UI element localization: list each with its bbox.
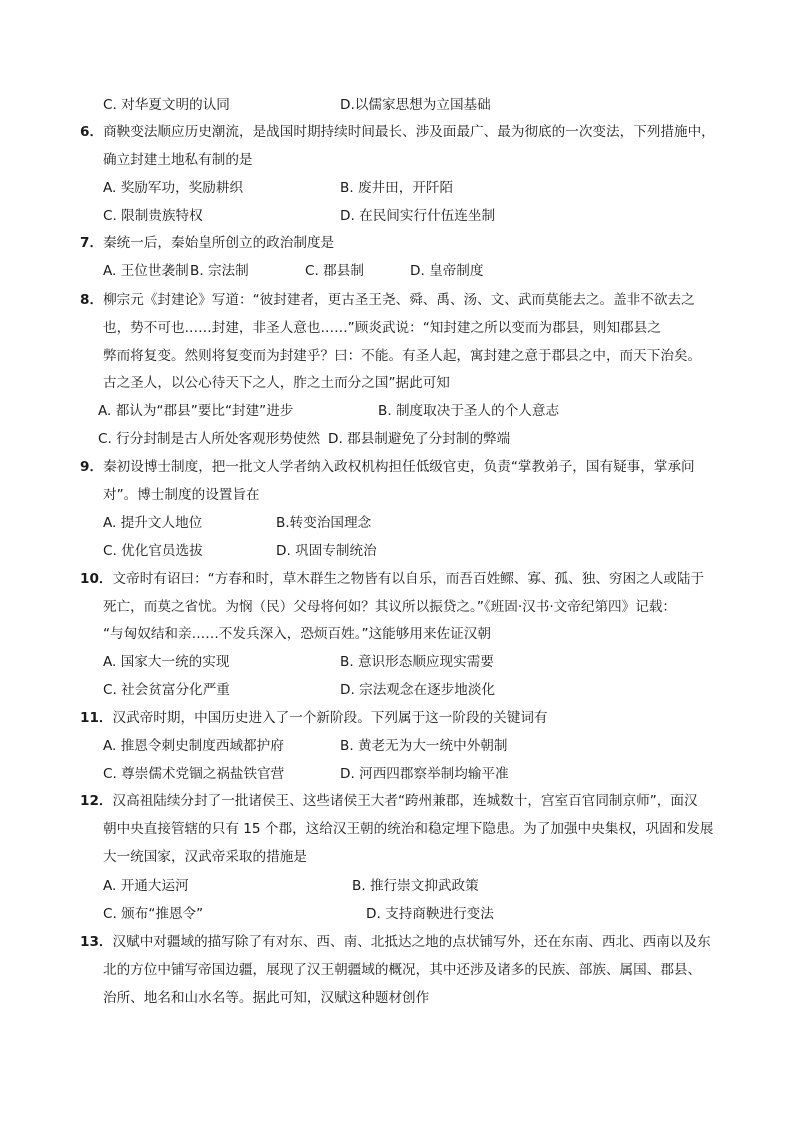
q7-stem-line-1: 7．秦统一后，秦始皇所创立的政治制度是 xyxy=(80,235,335,251)
q10-option-c: C. 社会贫富分化严重 xyxy=(103,682,230,698)
q12-option-a: A. 开通大运河 xyxy=(103,878,189,894)
q5-option-d: D.以儒家思想为立国基础 xyxy=(340,97,491,113)
q6-number: 6． xyxy=(80,124,104,140)
q13-stem-line-3: 治所、地名和山水名等。据此可知，汉赋这种题材创作 xyxy=(103,990,430,1006)
q10-option-a: A. 国家大一统的实现 xyxy=(103,654,230,670)
q8-option-d: D. 郡县制避免了分封制的弊端 xyxy=(328,431,511,447)
q6-option-a: A. 奖励军功，奖励耕织 xyxy=(103,180,244,196)
q11-option-b: B. 黄老无为大一统中外朝制 xyxy=(340,738,508,754)
q6-option-d: D. 在民间实行什伍连坐制 xyxy=(340,208,496,224)
q10-stem-line-1: 10．文帝时有诏曰：“方春和时，草木群生之物皆有以自乐，而吾百姓鳏、寡、孤、独、穷困之人或陆于 xyxy=(80,571,705,587)
q12-stem-line-1: 12．汉高祖陆续分封了一批诸侯王、这些诸侯王大者“跨州兼郡，连城数十，宫室百官同制京师”，面汉 xyxy=(80,793,698,809)
q6-option-b: B. 废井田，开阡陌 xyxy=(340,180,454,196)
q11-option-a: A. 推恩令刺史制度西域都护府 xyxy=(103,738,284,754)
q13-stem-line-1: 13．汉赋中对疆域的描写除了有对东、西、南、北抵达之地的点状铺写外，还在东南、西北、西南以及东 xyxy=(80,934,711,950)
q11-stem-line-1: 11．汉武帝时期，中国历史进入了一个新阶段。下列属于这一阶段的关键词有 xyxy=(80,710,548,726)
q5-option-c: C. 对华夏文明的认同 xyxy=(103,97,230,113)
q12-option-d: D. 支持商鞅进行变法 xyxy=(366,906,494,922)
q6-stem-line-2: 确立封建土地私有制的是 xyxy=(103,152,253,168)
q9-option-d: D. 巩固专制统治 xyxy=(276,543,377,559)
q9-option-c: C. 优化官员选拔 xyxy=(103,543,203,559)
q11-number: 11． xyxy=(80,710,113,726)
q10-option-d: D. 宗法观念在逐步地淡化 xyxy=(340,682,496,698)
q6-option-c: C. 限制贵族特权 xyxy=(103,208,203,224)
q8-stem-line-2: 也，势不可也……封建，非圣人意也……”顾炎武说：“知封建之所以变而为郡县，则知郡县之 xyxy=(103,320,661,336)
q10-number: 10． xyxy=(80,571,113,587)
q11-option-c: C. 尊崇儒术党锢之祸盐铁官营 xyxy=(103,766,285,782)
q8-option-b: B. 制度取决于圣人的个人意志 xyxy=(378,403,560,419)
q8-option-a: A. 都认为“郡县”要比“封建”进步 xyxy=(98,403,294,419)
q8-stem-line-4: 古之圣人，以公心待天下之人，胙之土而分之国”据此可知 xyxy=(103,375,450,391)
q7-option-c: C. 郡县制 xyxy=(305,263,364,279)
q9-number: 9． xyxy=(80,459,104,475)
q8-number: 8． xyxy=(80,292,104,308)
q8-option-c: C. 行分封制是古人所处客观形势使然 xyxy=(98,431,321,447)
q9-stem-line-2: 对”。博士制度的设置旨在 xyxy=(103,487,260,503)
q7-option-d: D. 皇帝制度 xyxy=(410,263,484,279)
q6-stem-line-1: 6．商鞅变法顺应历史潮流，是战国时期持续时间最长、涉及面最广、最为彻底的一次变法，下列措施中， xyxy=(80,124,715,140)
q9-stem-line-1: 9．秦初设博士制度，把一批文人学者纳入政权机构担任低级官吏，负责“掌教弟子，国有疑事，掌承问 xyxy=(80,459,695,475)
q7-option-a: A. 王位世袭制 xyxy=(103,263,189,279)
q10-option-b: B. 意识形态顺应现实需要 xyxy=(340,654,494,670)
q10-stem-line-3: “与匈奴结和亲……不发兵深入，恐烦百姓。”这能够用来佐证汉朝 xyxy=(103,626,491,642)
q8-stem-line-3: 弊而将复变。然则将复变而为封建乎？曰：不能。有圣人起，寓封建之意于郡县之中，而天下治矣。 xyxy=(103,348,702,364)
q7-number: 7． xyxy=(80,235,104,251)
q13-number: 13． xyxy=(80,934,113,950)
q7-option-b: B. 宗法制 xyxy=(190,263,249,279)
q12-stem-line-2: 朝中央直接管辖的只有 15 个郡，这给汉王朝的统治和稳定埋下隐患。为了加强中央集权，巩固和发展 xyxy=(103,821,714,837)
q10-stem-line-2: 死亡，而莫之省忧。为悯（民）父母将何如？其议所以振贷之。”《班固·汉书·文帝纪第四》记载： xyxy=(103,599,677,615)
q11-option-d: D. 河西四郡察举制均输平准 xyxy=(340,766,509,782)
q12-option-b: B. 推行崇文抑武政策 xyxy=(352,878,479,894)
q9-option-b: B.转变治国理念 xyxy=(276,515,372,531)
q12-option-c: C. 颁布“推恩令” xyxy=(103,906,204,922)
q12-stem-line-3: 大一统国家，汉武帝采取的措施是 xyxy=(103,849,307,865)
q12-number: 12． xyxy=(80,793,113,809)
q13-stem-line-2: 北的方位中铺写帝国边疆，展现了汉王朝疆域的概况，其中还涉及诸多的民族、部族、属国、郡县、 xyxy=(103,962,702,978)
q9-option-a: A. 提升文人地位 xyxy=(103,515,203,531)
q8-stem-line-1: 8．柳宗元《封建论》写道：“彼封建者，更古圣王尧、舜、禹、汤、文、武而莫能去之。盖非不欲去之 xyxy=(80,292,695,308)
